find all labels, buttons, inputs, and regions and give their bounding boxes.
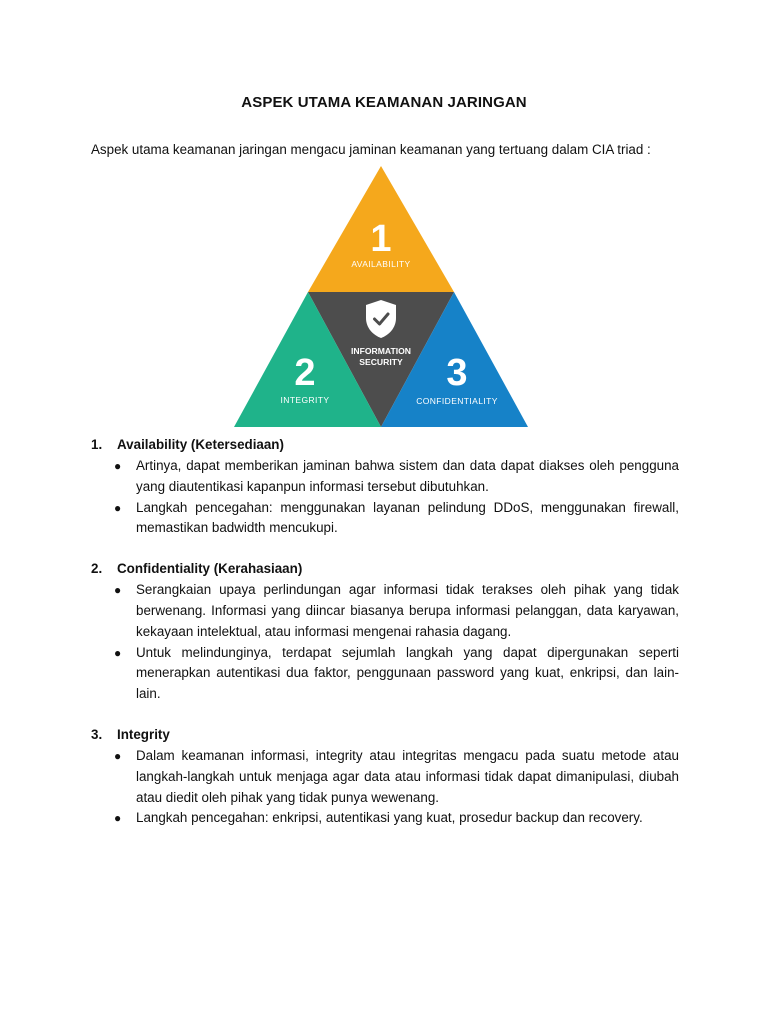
integrity-label: INTEGRITY (280, 395, 330, 405)
section-number: 2. (91, 561, 103, 577)
bullet-item (91, 643, 679, 705)
bullet-icon: ● (114, 645, 122, 660)
bullet-text: Langkah pencegahan: enkripsi, autentikasi yang kuat, prosedur backup dan recovery. (136, 810, 643, 826)
center-label-line1: INFORMATION (351, 346, 411, 356)
section-number: 1. (91, 437, 103, 452)
confidentiality-number: 3 (446, 352, 468, 394)
section-title: Integrity (117, 726, 170, 742)
bullet-item (91, 746, 679, 808)
bullet-text: Langkah pencegahan: menggunakan layanan pelindung DDoS, menggunakan firewall, memastikan badwidth mencukupi. (136, 499, 679, 536)
bullet-text: Serangkaian upaya perlindungan agar informasi tidak terakses oleh pihak yang tidak berwenang. Informasi yang diincar biasanya berupa informasi pelanggan, data karyawan, kekayaan intelektual, atau informasi mengenai rahasia dagang. (136, 582, 679, 639)
section-title: Confidentiality (Kerahasiaan) (117, 561, 303, 577)
center-label-line2: SECURITY (359, 357, 403, 367)
cia-triad-diagram (226, 166, 536, 428)
bullet-list (91, 746, 679, 829)
bullet-item (91, 808, 679, 829)
bullet-icon: ● (114, 583, 122, 598)
page-title: ASPEK UTAMA KEAMANAN JARINGAN (241, 94, 527, 111)
bullet-icon: ● (114, 459, 122, 473)
intro-paragraph: Aspek utama keamanan jaringan mengacu jaminan keamanan yang tertuang dalam CIA triad : (91, 142, 651, 157)
bullet-text: Untuk melindunginya, terdapat sejumlah langkah yang dapat dipergunakan seperti menerapkan autentikasi dua faktor, penggunaan password yang kuat, enkripsi, dan lain-lain. (136, 644, 679, 702)
section-title: Availability (Ketersediaan) (117, 437, 284, 452)
section-number: 3. (91, 726, 103, 742)
section-heading (91, 559, 679, 580)
bullet-text: Dalam keamanan informasi, integrity atau integritas mengacu pada suatu metode atau langkah-langkah untuk menjaga agar data atau informasi tidak dapat dimanipulasi, diubah atau diedit oleh pihak yang tidak punya wewenang. (136, 747, 679, 805)
bullet-icon: ● (114, 811, 122, 826)
confidentiality-label: CONFIDENTIALITY (416, 396, 498, 406)
bullet-item (91, 498, 679, 540)
bullet-item (91, 580, 679, 642)
availability-number: 1 (370, 218, 392, 260)
bullet-icon: ● (114, 500, 122, 515)
bullet-list (91, 456, 679, 539)
integrity-number: 2 (294, 352, 316, 394)
bullet-list (91, 580, 679, 705)
bullet-item (91, 456, 679, 498)
sections-list (91, 435, 679, 849)
section-confidentiality (91, 559, 679, 705)
section-integrity (91, 725, 679, 829)
bullet-text: Artinya, dapat memberikan jaminan bahwa sistem dan data dapat diakses oleh pengguna yang diautentikasi kapanpun informasi tersebut dibutuhkan. (136, 458, 679, 494)
bullet-icon: ● (114, 748, 122, 763)
availability-label: AVAILABILITY (351, 259, 411, 269)
section-availability (91, 435, 679, 539)
section-heading (91, 725, 679, 746)
section-heading (91, 435, 679, 456)
